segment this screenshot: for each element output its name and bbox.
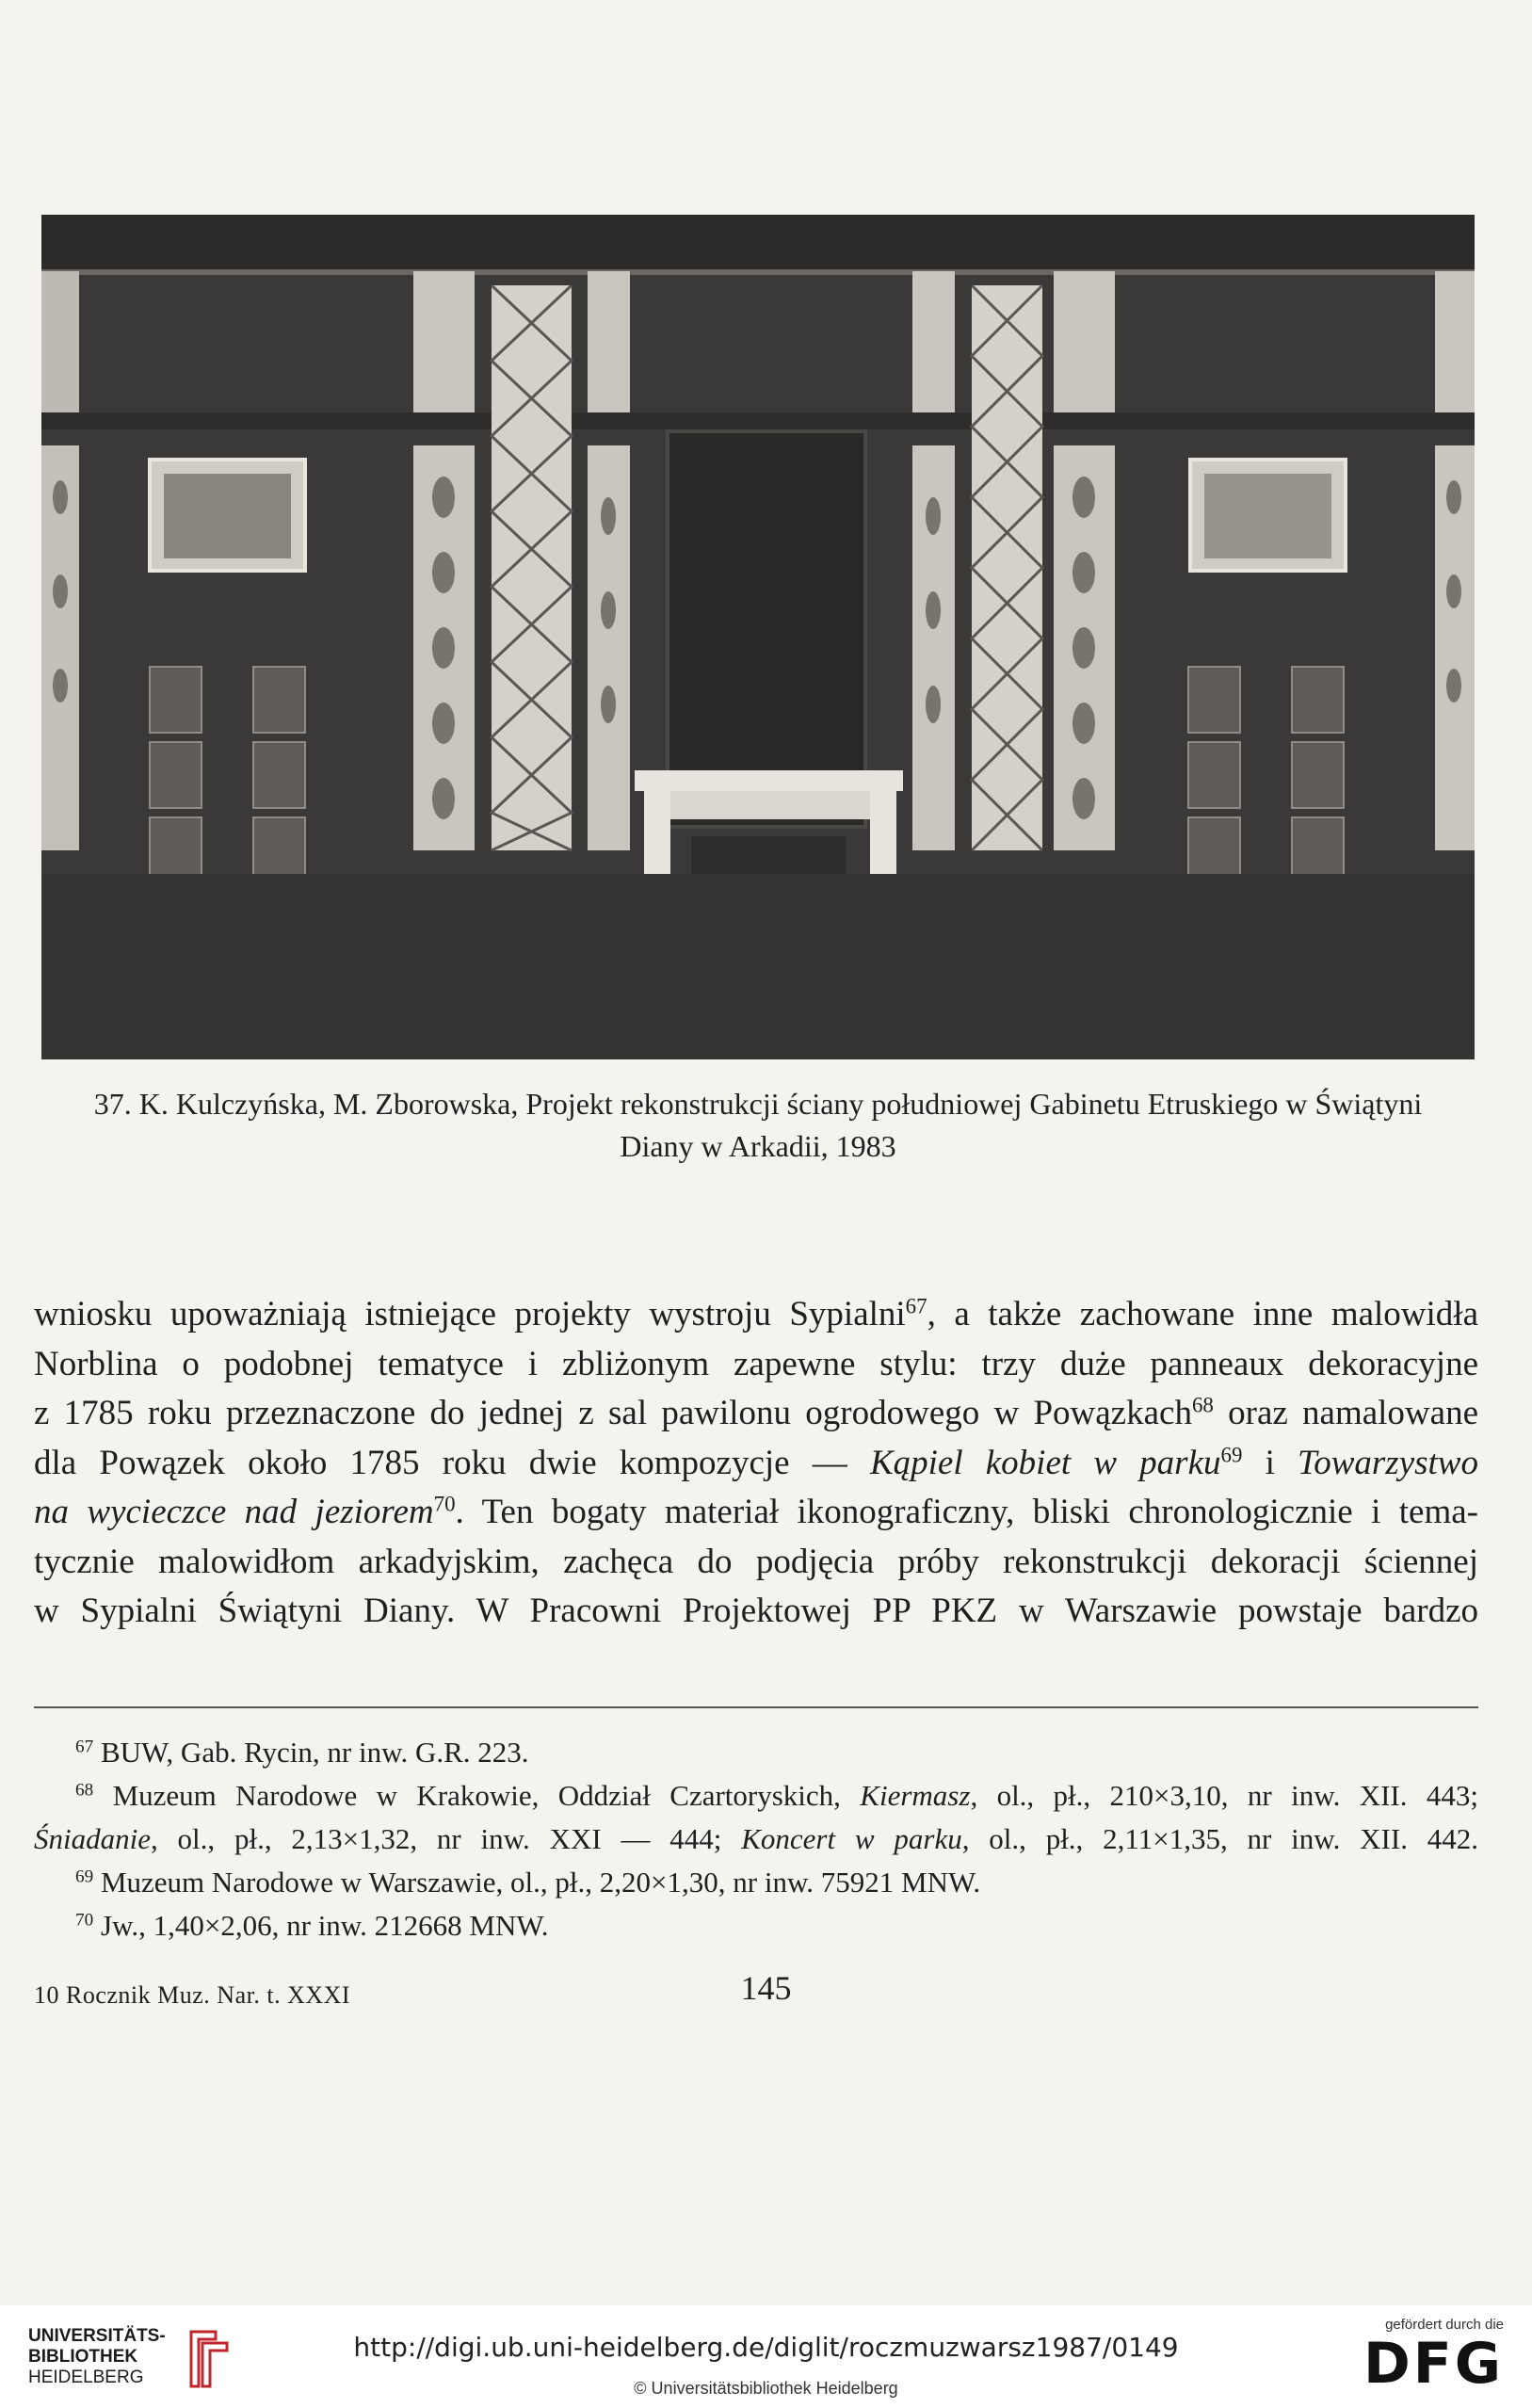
footnote-68-line-2: Śniadanie, ol., pł., 2,13×1,32, nr inw. XXI — 444; Koncert w parku, ol., pł., 2,11×1,35, nr inw. XII. 442. xyxy=(34,1822,1479,1855)
copyright-notice: © Universitätsbibliothek Heidelberg xyxy=(634,2379,898,2398)
caption-line-2: Diany w Arkadii, 1983 xyxy=(620,1129,896,1164)
page-number: 145 xyxy=(740,1969,792,2007)
digitization-footer xyxy=(0,2305,1532,2408)
body-line-4: dla Powązek około 1785 roku dwie kompozycje — Kąpiel kobiet w parku$^{69}$ i Towarzystwo xyxy=(34,1442,1478,1482)
caption-line-1: 37. K. Kulczyńska, M. Zborowska, Projekt rekonstrukcji ściany południowej Gabinetu Etruskiego w Świątyni xyxy=(93,1087,1423,1121)
sponsor-label: gefördert durch die xyxy=(1385,2317,1504,2333)
running-footer: 10 Rocznik Muz. Nar. t. XXXI xyxy=(34,1981,351,2009)
body-paragraph xyxy=(34,1290,1478,1637)
body-line-5: na wycieczce nad jeziorem$^{70}$. Ten bogaty materiał ikonograficzny, bliski chronologicznie i tema- xyxy=(34,1492,1478,1531)
library-name-line-3: HEIDELBERG xyxy=(28,2368,144,2387)
figure-wall-reconstruction xyxy=(41,215,1475,1059)
body-line-6: tycznie malowidłom arkadyjskim, zachęca do podjęcia próby rekonstrukcji dekoracji ściennej xyxy=(34,1542,1478,1581)
footnote-70: $^{70}$ Jw., 1,40×2,06, nr inw. 212668 MNW. xyxy=(75,1909,549,1942)
dfg-wordmark: DFG xyxy=(1363,2331,1504,2397)
body-line-1: wniosku upoważniają istniejące projekty wystroju Sypialni$^{67}$, a także zachowane inne malowidła xyxy=(34,1294,1479,1333)
body-line-2: Norblina o podobnej tematyce i zbliżonym zapewne stylu: trzy duże panneaux dekoracyjne xyxy=(34,1344,1478,1383)
permalink-url[interactable]: http://digi.ub.uni-heidelberg.de/diglit/roczmuzwarsz1987/0149 xyxy=(353,2332,1179,2363)
dfg-logo[interactable] xyxy=(1353,2317,1504,2401)
figure-caption xyxy=(41,1083,1475,1169)
body-line-7: w Sypialni Świątyni Diany. W Pracowni Projektowej PP PKZ w Warszawie powstaje bardzo xyxy=(34,1592,1478,1630)
body-line-3: z 1785 roku przeznaczone do jednej z sal pawilonu ogrodowego w Powązkach$^{68}$ oraz namalowane xyxy=(34,1393,1479,1432)
footnote-69: $^{69}$ Muzeum Narodowe w Warszawie, ol., pł., 2,20×1,30, nr inw. 75921 MNW. xyxy=(75,1866,981,1899)
wall-drawing xyxy=(41,215,1475,1059)
library-name-line-1: UNIVERSITÄTS- xyxy=(28,2326,166,2346)
footnotes xyxy=(34,1731,1478,1947)
footnote-divider xyxy=(34,1706,1478,1708)
library-name-line-2: BIBLIOTHEK xyxy=(28,2347,138,2367)
footnote-67: $^{67}$ BUW, Gab. Rycin, nr inw. G.R. 223. xyxy=(75,1736,529,1769)
footnote-68-line-1: $^{68}$ Muzeum Narodowe w Krakowie, Oddział Czartoryskich, Kiermasz, ol., pł., 210×3,10, nr inw. XII. 443; xyxy=(75,1779,1478,1812)
